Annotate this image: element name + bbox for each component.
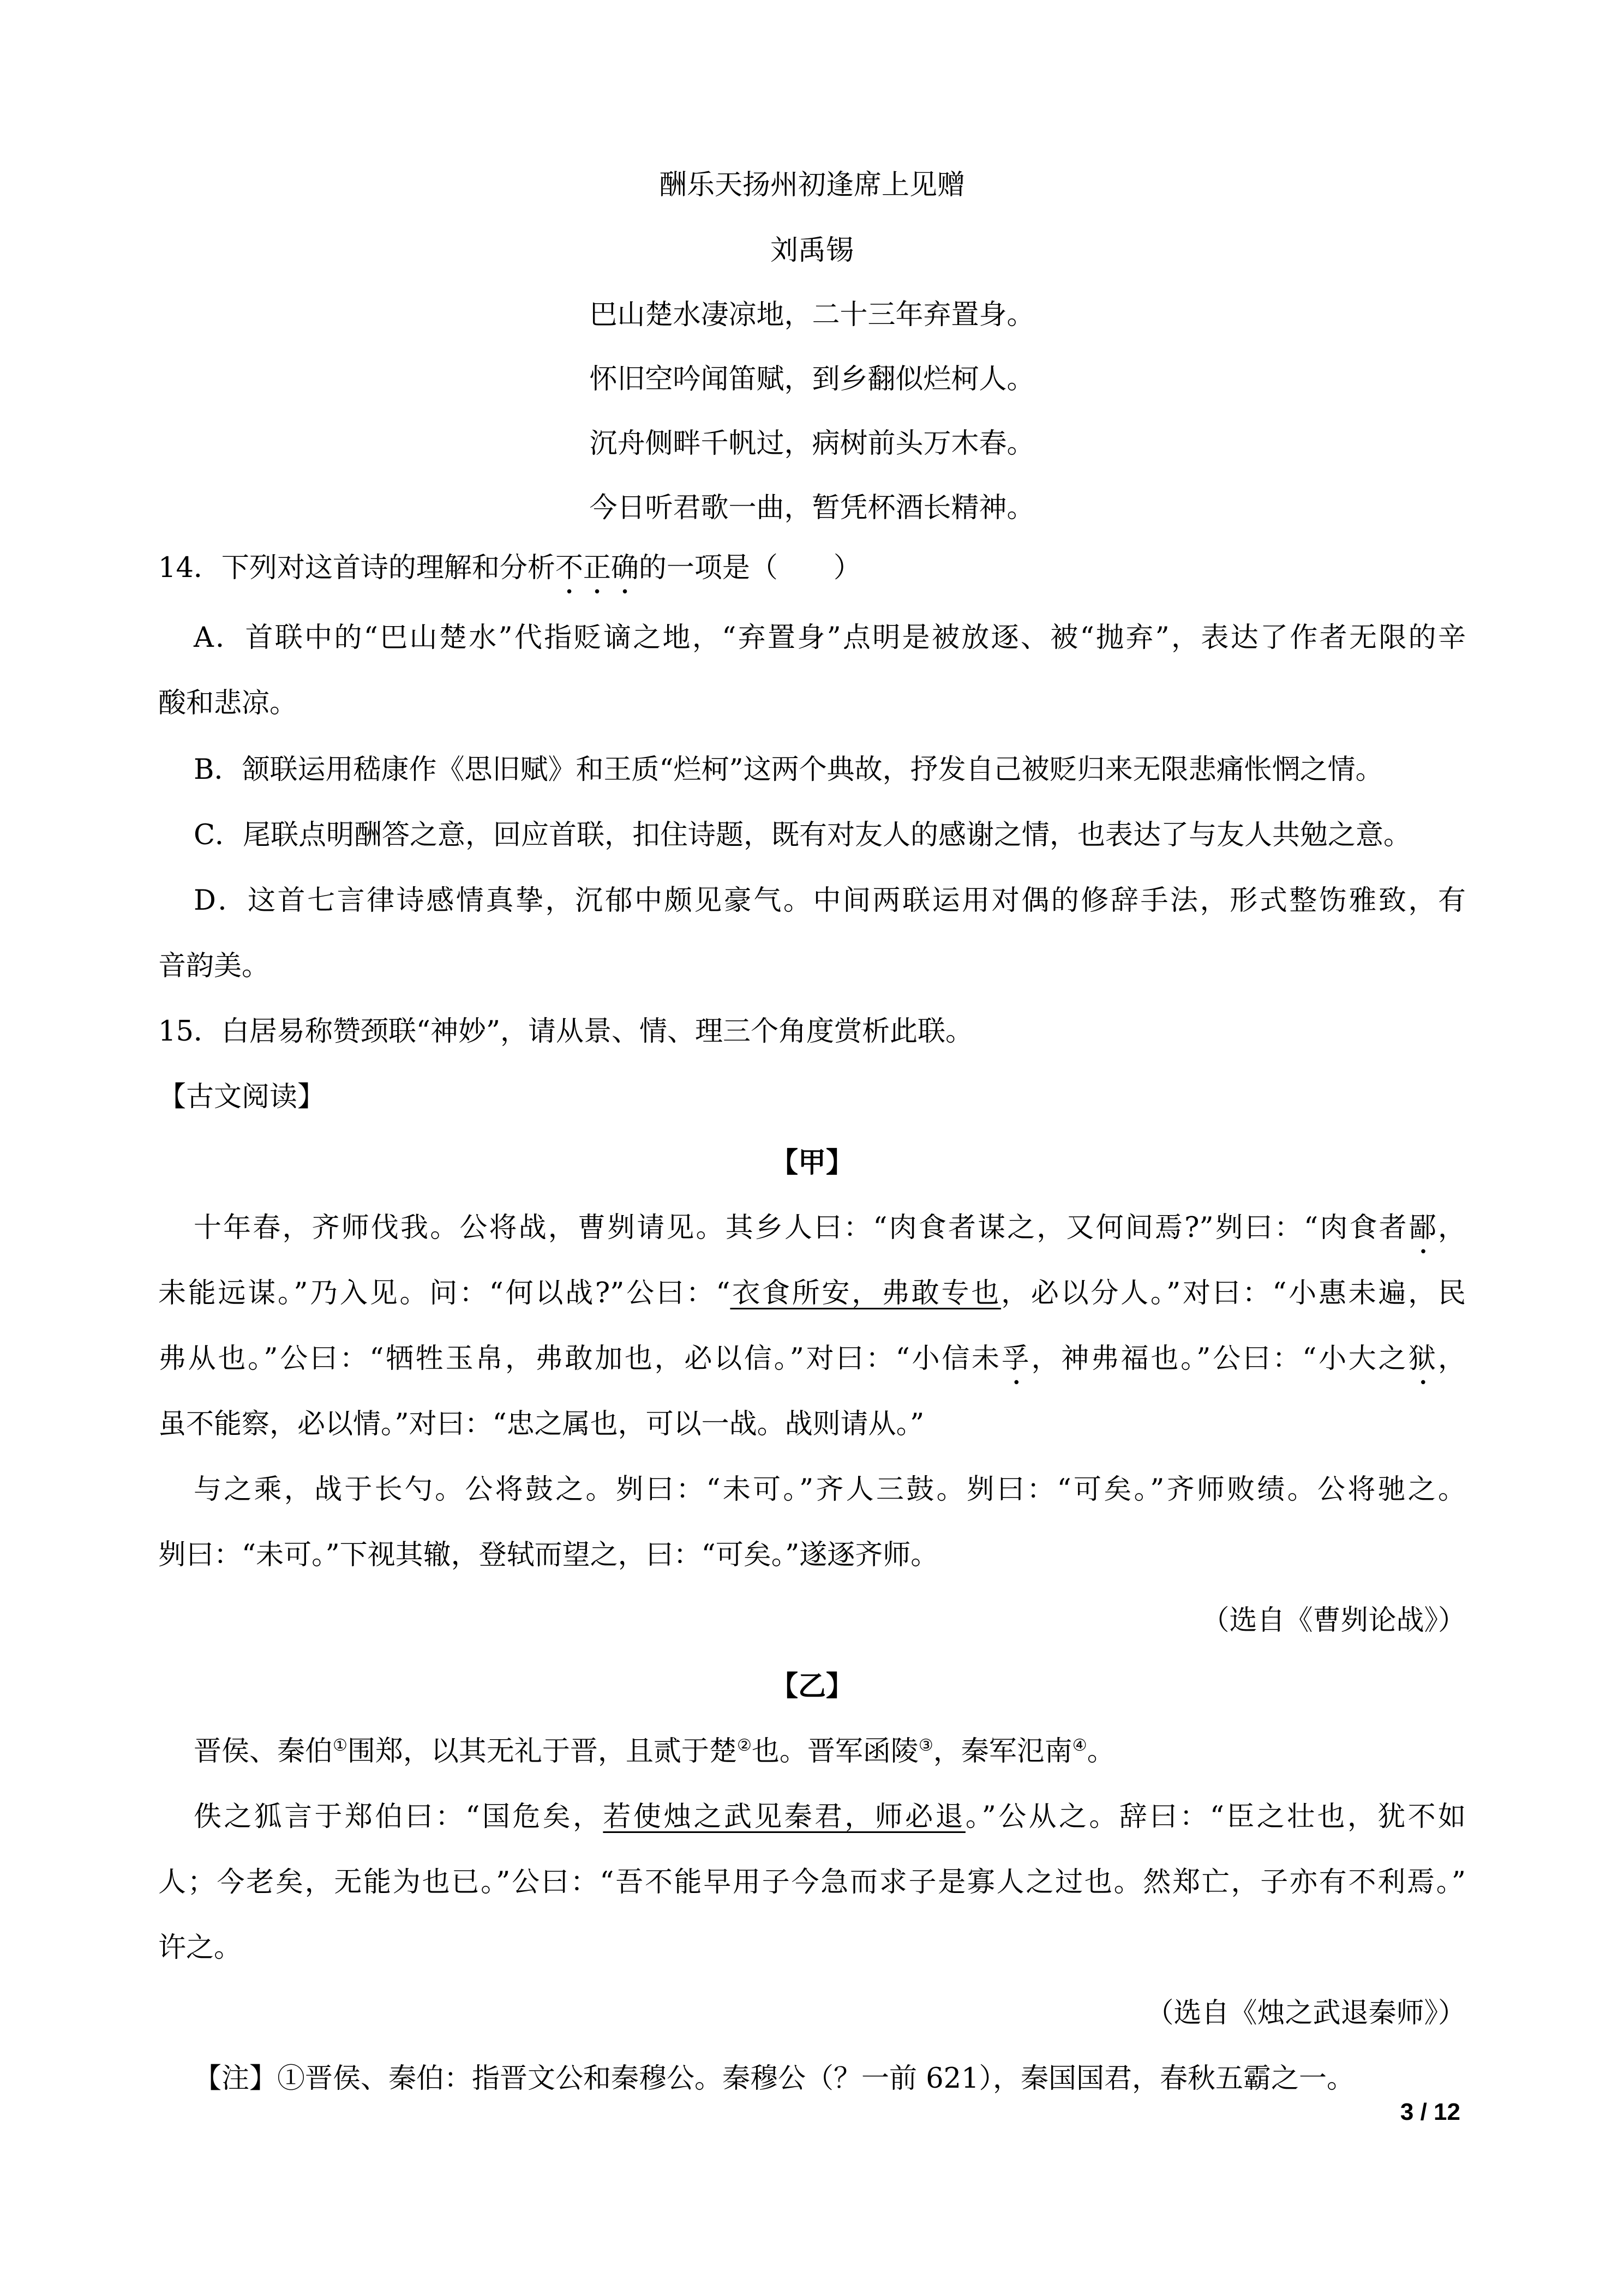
passage-yi-source: （选自《烛之武退秦师》）	[1146, 1997, 1466, 2029]
passage-jia-p1-line-1: 十年春，齐师伐我。公将战，曹刿请见。其乡人曰：“肉食者谋之，又何间焉?”刿曰：“肉食者鄙，	[194, 1212, 1466, 1244]
page-number: 3 / 12	[1400, 2099, 1460, 2125]
passage-yi-heading: 【乙】	[770, 1670, 854, 1703]
passage-jia-source: （选自《曹刿论战》）	[1201, 1604, 1466, 1637]
passage-yi-p2-line-1: 佚之狐言于郑伯曰：“国危矣，若使烛之武见秦君，师必退。”公从之。辞曰：“臣之壮也，犹不如	[194, 1801, 1466, 1833]
passage-yi-p1: 晋侯、秦伯①围郑，以其无礼于晋，且贰于楚②也。晋军函陵③，秦军氾南④。	[194, 1735, 1115, 1768]
footnote-4-marker: ④	[1072, 1736, 1087, 1755]
passage-jia-p2-line-2: 刿曰：“未可。”下视其辙，登轼而望之，曰：“可矣。”遂逐齐师。	[158, 1539, 939, 1571]
question-14-option-c: C．尾联点明酬答之意，回应首联，扣住诗题，既有对友人的感谢之情，也表达了与友人共勉之意。	[194, 819, 1412, 851]
footnote-3-marker: ③	[918, 1736, 933, 1755]
passage-jia-p1-line-4: 虽不能察，必以情。”对曰：“忠之属也，可以一战。战则请从。”	[158, 1408, 925, 1440]
passage-yi-p2-line-3: 许之。	[158, 1932, 242, 1964]
poem-line-1: 巴山楚水凄凉地，二十三年弃置身。	[589, 299, 1035, 331]
poem-line-2: 怀旧空吟闻笛赋，到乡翻似烂柯人。	[589, 363, 1035, 395]
emphasis-fu: 孚	[1001, 1343, 1032, 1375]
footnote-2-marker: ②	[736, 1736, 752, 1755]
emphasis-bi: 鄙	[1408, 1212, 1438, 1244]
question-14-option-d-line-1: D．这首七言律诗感情真挚，沉郁中颇见豪气。中间两联运用对偶的修辞手法，形式整饬雅致，有	[194, 885, 1466, 917]
passage-jia-heading: 【甲】	[770, 1146, 854, 1179]
poem-line-4: 今日听君歌一曲，暂凭杯酒长精神。	[589, 492, 1035, 524]
poem-line-3: 沉舟侧畔千帆过，病树前头万木春。	[589, 428, 1035, 460]
passage-jia-p1-line-3: 弗从也。”公曰：“牺牲玉帛，弗敢加也，必以信。”对曰：“小信未孚，神弗福也。”公曰：“小大之狱，	[158, 1343, 1466, 1375]
emphasis-not-correct: 不正确	[555, 552, 639, 584]
question-15: 15．白居易称赞颈联“神妙”，请从景、情、理三个角度赏析此联。	[158, 1015, 974, 1048]
question-14-option-d-line-2: 音韵美。	[158, 950, 270, 982]
passage-jia-p1-line-2: 未能远谋。”乃入见。问：“何以战?”公曰：“衣食所安，弗敢专也，必以分人。”对曰：“小惠未遍，民	[158, 1277, 1466, 1309]
question-14-option-a-line-2: 酸和悲凉。	[158, 687, 298, 719]
question-14-option-a-line-1: A．首联中的“巴山楚水”代指贬谪之地，“弃置身”点明是被放逐、被“抛弃”，表达了作者无限的辛	[194, 622, 1466, 654]
emphasis-yu: 狱	[1408, 1343, 1438, 1375]
poem-title: 酬乐天扬州初逢席上见赠	[658, 169, 965, 201]
underlined-sentence-jia: 衣食所安，弗敢专也	[730, 1277, 1002, 1309]
question-14-stem: 14．下列对这首诗的理解和分析不正确的一项是（ ）	[158, 552, 861, 584]
footnote: 【注】①晋侯、秦伯：指晋文公和秦穆公。秦穆公（？一前 621），秦国国君，春秋五霸之一。	[194, 2063, 1355, 2095]
passage-jia-p2-line-1: 与之乘，战于长勺。公将鼓之。刿曰：“未可。”齐人三鼓。刿曰：“可矣。”齐师败绩。公将驰之。	[194, 1474, 1466, 1506]
section-heading: 【古文阅读】	[158, 1081, 326, 1113]
poem-author: 刘禹锡	[770, 235, 854, 267]
underlined-sentence-yi: 若使烛之武见秦君，师必退	[603, 1801, 966, 1833]
footnote-1-marker: ①	[333, 1736, 347, 1755]
question-14-option-b: B．颔联运用嵇康作《思旧赋》和王质“烂柯”这两个典故，抒发自己被贬归来无限悲痛怅惘之情。	[194, 754, 1383, 786]
passage-yi-p2-line-2: 人；今老矣，无能为也已。”公曰：“吾不能早用子今急而求子是寡人之过也。然郑亡，子亦有不利焉。”	[158, 1866, 1466, 1898]
